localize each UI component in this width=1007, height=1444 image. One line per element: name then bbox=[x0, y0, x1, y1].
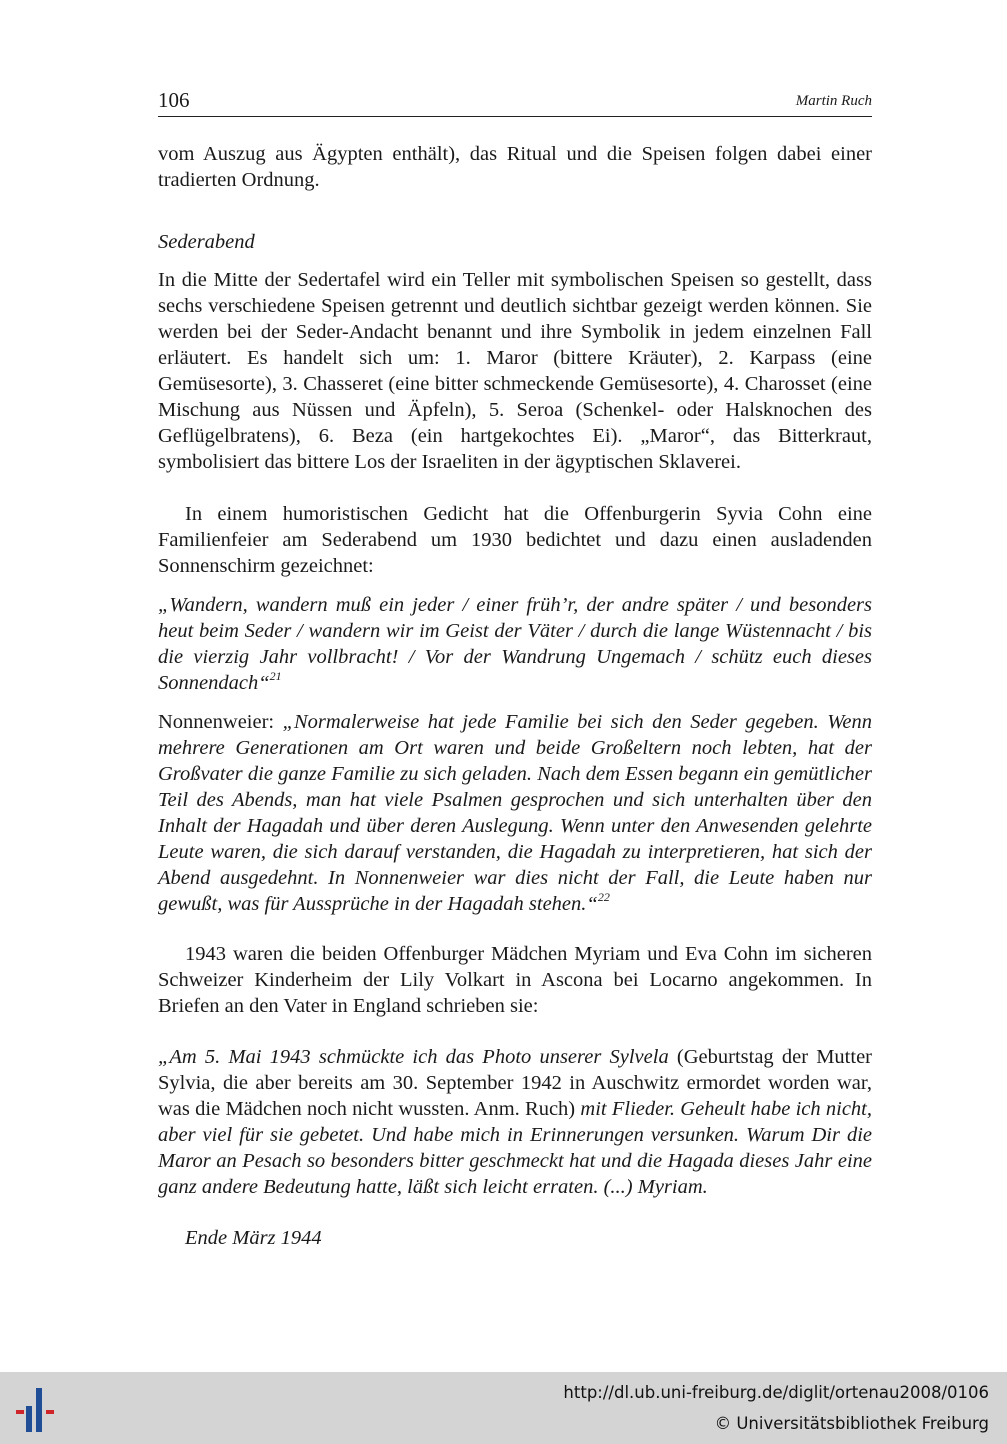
copyright-notice: © Universitätsbibliothek Freiburg bbox=[714, 1414, 989, 1433]
paragraph-ascona: 1943 waren die beiden Offenburger Mädchen Myriam und Eva Cohn im sicheren Schweizer Kinderheim der Lily Volkart in Ascona bei Locarno angekommen. In Briefen an den Vater in England schrieben sie: bbox=[158, 943, 872, 1017]
source-url-link[interactable]: http://dl.ub.uni-freiburg.de/diglit/ortenau2008/0106 bbox=[563, 1383, 989, 1402]
paragraph-seder-plate: In die Mitte der Sedertafel wird ein Teller mit symbolischen Speisen so gestellt, dass sechs verschiedene Speisen getrennt und deutlich sichtbar gezeigt werden können. Sie werden bei der Seder-Andacht benannt und ihre Symbolik in jedem einzelnen Fall erläutert. Es handelt sich um: 1. Maror (bittere Kräuter), 2. Karpass (eine Gemüsesorte), 3. Chasseret (eine bitter schmeckende Gemüsesorte), 4. Charosset (eine Mischung aus Nüssen und Äpfeln), 5. Seroa (Schenkel- oder Halsknochen des Geflügelbratens), 6. Beza (ein hartgekochtes Ei). „Maror“, das Bitterkraut, symbolisiert das bittere Los der Israeliten in der ägyptischen Sklaverei. bbox=[158, 269, 872, 473]
footnote-ref-21: 21 bbox=[269, 669, 282, 683]
page-number: 106 bbox=[158, 88, 190, 112]
footnote-ref-22: 22 bbox=[597, 890, 610, 904]
quote-letter-annotation: (Geburtstag der Mutter Sylvia, die aber bereits am 30. September 1942 in Auschwitz ermordet worden war, was die Mädchen noch nicht wussten. Anm. Ruch) bbox=[158, 1046, 873, 1120]
quote-poem-text: „Wandern, wandern muß ein jeder / einer früh’r, der andre später / und besonders heut beim Seder / wandern wir im Geist der Väter / durch die lange Wüstennacht / bis die vierzig Jahr vollbracht! / Vor der Wandrung Ungemach / schütz euch dieses Sonnendach“ bbox=[158, 594, 872, 694]
quote-letter-part1: „Am 5. Mai 1943 schmückte ich das Photo unserer Sylvela bbox=[158, 1046, 677, 1068]
quote-nonnenweier-text: „Normalerweise hat jede Familie bei sich den Seder gegeben. Wenn mehrere Generationen am Ort waren und beide Großeltern noch lebten, hat der Großvater die ganze Familie zu sich geladen. Nach dem Essen begann ein gemütlicher Teil des Abends, man hat viele Psalmen gesprochen und sich unterhalten über den Inhalt der Hagadah und über deren Auslegung. Wenn unter den Anwesenden gelehrte Leute waren, die sich darauf verstanden, die Hagadah zu interpretieren, hat sich der Abend ausgedehnt. In Nonnenweier war dies nicht der Fall, die Leute haben nur gewußt, was für Aussprüche in der Hagadah stehen.“ bbox=[158, 711, 872, 915]
quote-letter-part2: mit Flieder. Geheult habe ich nicht, aber viel für sie gebetet. Und habe mich in Erinnerungen versunken. Warum Dir die Maror an Pesach so besonders bitter geschmeckt hat und die Hagada dieses Jahr eine ganz andere Bedeutung hatte, läßt sich leicht erraten. (...) Myriam. bbox=[158, 1098, 872, 1198]
ub-freiburg-logo-icon bbox=[12, 1380, 64, 1436]
footer-bar bbox=[0, 1372, 1007, 1444]
running-author: Martin Ruch bbox=[795, 93, 872, 109]
letter-signoff: Ende März 1944 bbox=[185, 1227, 322, 1249]
running-header bbox=[158, 88, 872, 117]
section-heading: Sederabend bbox=[158, 231, 255, 253]
quote-nonnenweier-lead: Nonnenweier: bbox=[158, 711, 283, 733]
paragraph-poem-intro: In einem humoristischen Gedicht hat die Offenburgerin Syvia Cohn eine Familienfeier am Sederabend um 1930 bedichtet und dazu einen ausladenden Sonnenschirm gezeichnet: bbox=[158, 503, 872, 577]
quote-letter bbox=[158, 1044, 872, 1200]
quote-poem bbox=[158, 592, 872, 696]
paragraph-intro: vom Auszug aus Ägypten enthält), das Ritual und die Speisen folgen dabei einer tradierten Ordnung. bbox=[158, 143, 872, 191]
quote-nonnenweier bbox=[158, 709, 872, 917]
